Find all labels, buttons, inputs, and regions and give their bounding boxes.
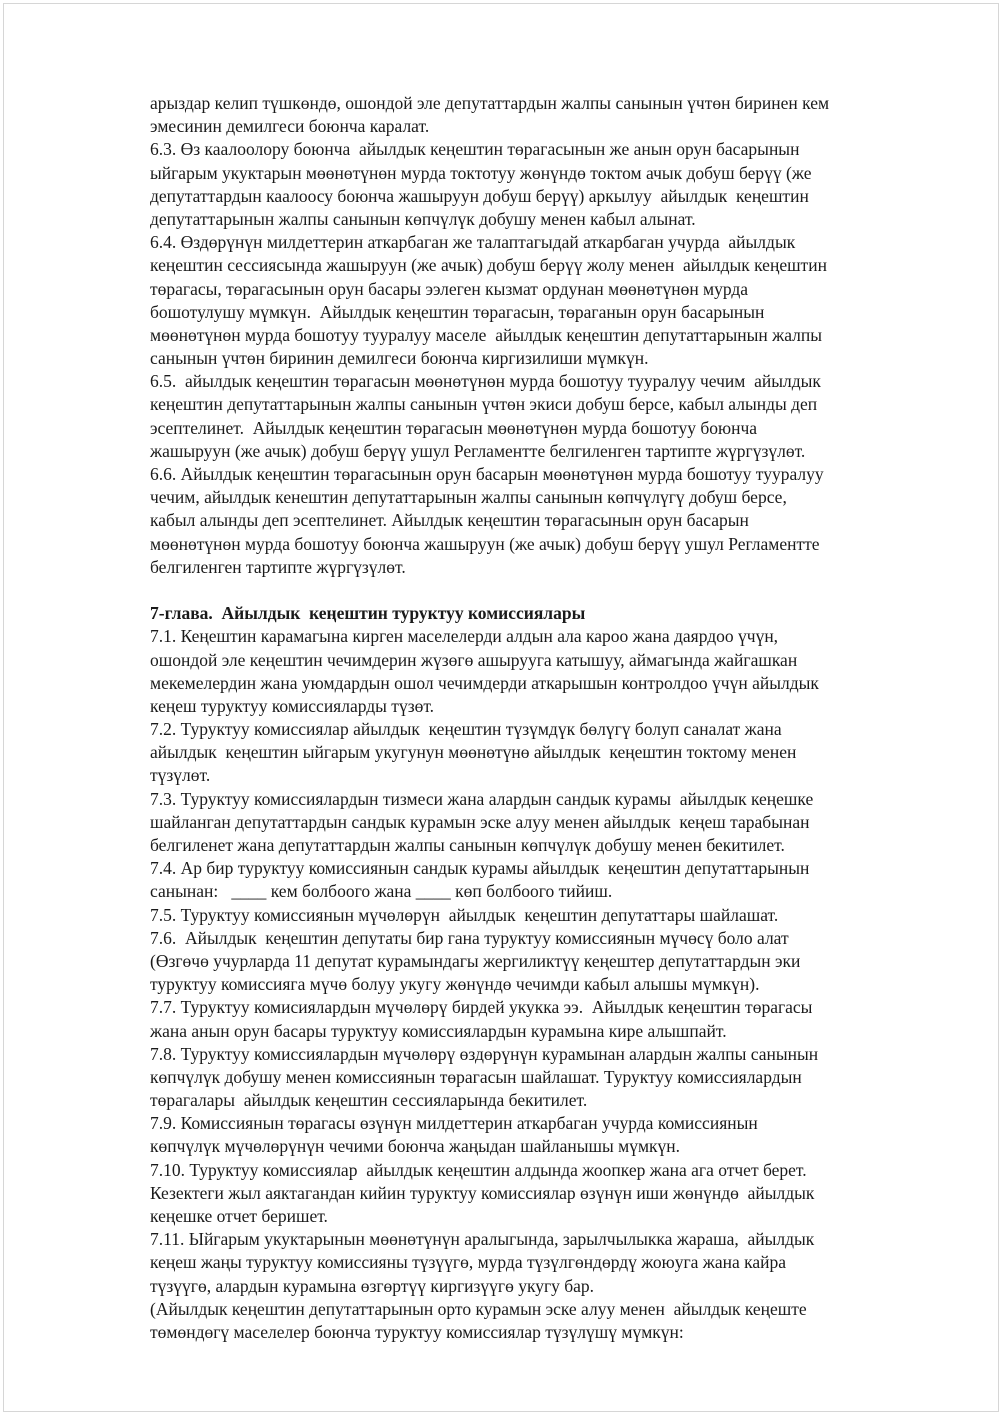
text-line: айылдык кеңештин ыйгарым укугунун мөөнөтүнө айылдык кеңештин токтому менен: [150, 742, 797, 763]
text-line: 7.4. Ар бир туруктуу комиссиянын сандык курамы айылдык кеңештин депутаттарынын: [150, 858, 810, 879]
text-line: кабыл алынды деп эсептелинет. Айылдык кеңештин төрагасынын орун басарын: [150, 510, 749, 531]
text-line: көпчүлүк добушу менен комиссиянын төрагасын шайлашат. Туруктуу комиссиялардын: [150, 1066, 802, 1087]
text-line: белгиленет жана депутаттардын жалпы санынын көпчүлүк добушу менен бекитилет.: [150, 835, 785, 855]
text-line: 6.3. Өз каалоолору боюнча айылдык кеңештин төрагасынын же анын орун басарынын: [150, 139, 800, 160]
text-line: төрагасы, төрагасынын орун басары ээлеген кызмат ордунан мөөнөтүнөн мурда: [150, 278, 749, 299]
section-7-text: [150, 625, 940, 1344]
text-line: 6.6. Айылдык кеңештин төрагасынын орун басарын мөөнөтүнөн мурда бошотуу тууралуу: [150, 464, 824, 484]
text-line: 7.3. Туруктуу комиссиялардын тизмеси жана алардын сандык курамы айылдык кеңешке: [150, 788, 814, 809]
page-content: [150, 92, 940, 1344]
text-line: туруктуу комиссияга мүчө болуу укугу жөнүндө чечимди кабыл алышы мүмкүн).: [150, 974, 760, 995]
text-line: шайланган депутаттардын сандык курамын эске алуу менен айылдык кеңеш тарабынан: [150, 811, 810, 832]
text-line: (Айылдык кеңештин депутаттарынын орто курамын эске алуу менен айылдык кеңеште: [150, 1298, 807, 1319]
text-line: кеңештин депутаттарынын жалпы санынын үчтөн экиси добуш берсе, кабыл алынды деп: [150, 394, 818, 415]
text-line: кеңеш туруктуу комиссияларды түзөт.: [150, 695, 435, 716]
text-line: түзүлөт.: [150, 765, 211, 786]
text-line: депутаттарынын жалпы санынын көпчүлүк добушу менен кабыл алынат.: [150, 208, 696, 229]
page: [3, 3, 999, 1412]
text-line: 7.11. Ыйгарым укуктарынын мөөнөтүнүн аралыгында, зарылчылыкка жараша, айылдык: [150, 1229, 815, 1250]
text-line: 7.7. Туруктуу комисиялардын мүчөлөрү бирдей укукка ээ. Айылдык кеңештин төрагасы: [150, 997, 813, 1018]
text-line: 7.5. Туруктуу комиссиянын мүчөлөрүн айылдык кеңештин депутаттары шайлашат.: [150, 904, 779, 925]
text-line: кеңештин сессиясында жашыруун (же ачык) добуш берүү жолу менен айылдык кеңештин: [150, 255, 827, 276]
text-line: ошондой эле кеңештин чечимдерин жүзөгө ашырууга катышуу, аймагында жайгашкан: [150, 649, 798, 670]
text-line: кеңешке отчет беришет.: [150, 1206, 328, 1226]
text-line: төрагалары айылдык кеңештин сессияларында бекитилет.: [150, 1090, 588, 1111]
text-line: эмесинин демилгеси боюнча каралат.: [150, 116, 430, 137]
text-line: 7.2. Туруктуу комиссиялар айылдык кеңештин түзүмдүк бөлүгү болуп саналат жана: [150, 719, 782, 740]
text-line: төмөндөгү маселелер боюнча туруктуу комиссиялар түзүлүшү мүмкүн:: [150, 1321, 684, 1342]
text-line: 6.4. Өздөрүнүн милдеттерин аткарбаган же талаптагыдай аткарбаган учурда айылдык: [150, 232, 796, 253]
text-line: мөөнөтүнөн мурда бошотуу тууралуу маселе айылдык кеңештин депутаттарынын жалпы: [150, 324, 823, 345]
text-line: белгиленген тартипте жүргүзүлөт.: [150, 556, 406, 577]
text-line: депутаттардын каалоосу боюнча жашыруун добуш берүү) аркылуу айылдык кеңештин: [150, 185, 809, 206]
text-line: арыздар келип түшкөндө, ошондой эле депутаттардын жалпы санынын үчтөн биринен кем: [150, 93, 830, 113]
text-line: эсептелинет. Айылдык кеңештин төрагасын мөөнөтүнөн мурда бошотуу боюнча: [150, 417, 758, 438]
text-line: 6.5. айылдык кеңештин төрагасын мөөнөтүнөн мурда бошотуу тууралуу чечим айылдык: [150, 371, 821, 392]
text-line: Кезектеги жыл аяктагандан кийин туруктуу комиссиялар өзүнүн иши жөнүндө айылдык: [150, 1182, 815, 1203]
text-line: мекемелердин жана уюмдардын ошол чечимдерди аткарышын контролдоо үчүн айылдык: [150, 672, 819, 693]
text-line: чечим, айылдык кенештин депутаттарынын жалпы санынын көпчүлүгү добуш берсе,: [150, 487, 787, 508]
text-line: 7.1. Кеңештин карамагына кирген маселелерди алдын ала кароо жана даярдоо үчүн,: [150, 626, 779, 647]
text-line: (Өзгөчө учурларда 11 депутат курамындагы жергиликтүү кеңештер депутаттардын эки: [150, 950, 801, 971]
section-6-text: [150, 92, 940, 579]
text-line: 7.9. Комиссиянын төрагасы өзүнүн милдеттерин аткарбаган учурда комиссиянын: [150, 1113, 758, 1134]
text-line: бошотулушу мүмкүн. Айылдык кеңештин төрагасын, төраганын орун басарынын: [150, 301, 765, 322]
text-line: түзүүгө, алардын курамына өзгөртүү киргизүүгө укугу бар.: [150, 1275, 595, 1296]
blank-line: [150, 579, 940, 602]
text-line: кеңеш жаңы туруктуу комиссияны түзүүгө, мурда түзүлгөндөрдү жоюуга жана кайра: [150, 1252, 787, 1273]
text-line: 7.8. Туруктуу комиссиялардын мүчөлөрү өздөрүнүн курамынан алардын жалпы санынын: [150, 1043, 819, 1064]
text-line: ыйгарым укуктарын мөөнөтүнөн мурда токтотуу жөнүндө токтом ачык добуш берүү (же: [150, 162, 812, 183]
text-line: 7.10. Туруктуу комиссиялар айылдык кеңештин алдында жоопкер жана ага отчет берет.: [150, 1159, 807, 1180]
chapter-7-heading: 7-глава. Айылдык кеңештин туруктуу комиссиялары: [150, 603, 586, 624]
text-line: 7.6. Айылдык кеңештин депутаты бир гана туруктуу комиссиянын мүчөсү боло алат: [150, 927, 789, 948]
text-line: санынан: ____ кем болбоого жана ____ көп болбоого тийиш.: [150, 881, 613, 902]
text-line: санынын үчтөн биринин демилгеси боюнча киргизилиши мүмкүн.: [150, 348, 649, 369]
text-line: жана анын орун басары туруктуу комиссиялардын курамына кире алышпайт.: [150, 1020, 727, 1041]
text-line: жашыруун (же ачык) добуш берүү ушул Регламентте белгиленген тартипте жүргүзүлөт.: [150, 440, 806, 461]
text-line: көпчүлүк мүчөлөрүнүн чечими боюнча жаңыдан шайланышы мүмкүн.: [150, 1136, 681, 1157]
text-line: мөөнөтүнөн мурда бошотуу боюнча жашыруун (же ачык) добуш берүү ушул Регламентте: [150, 533, 820, 554]
